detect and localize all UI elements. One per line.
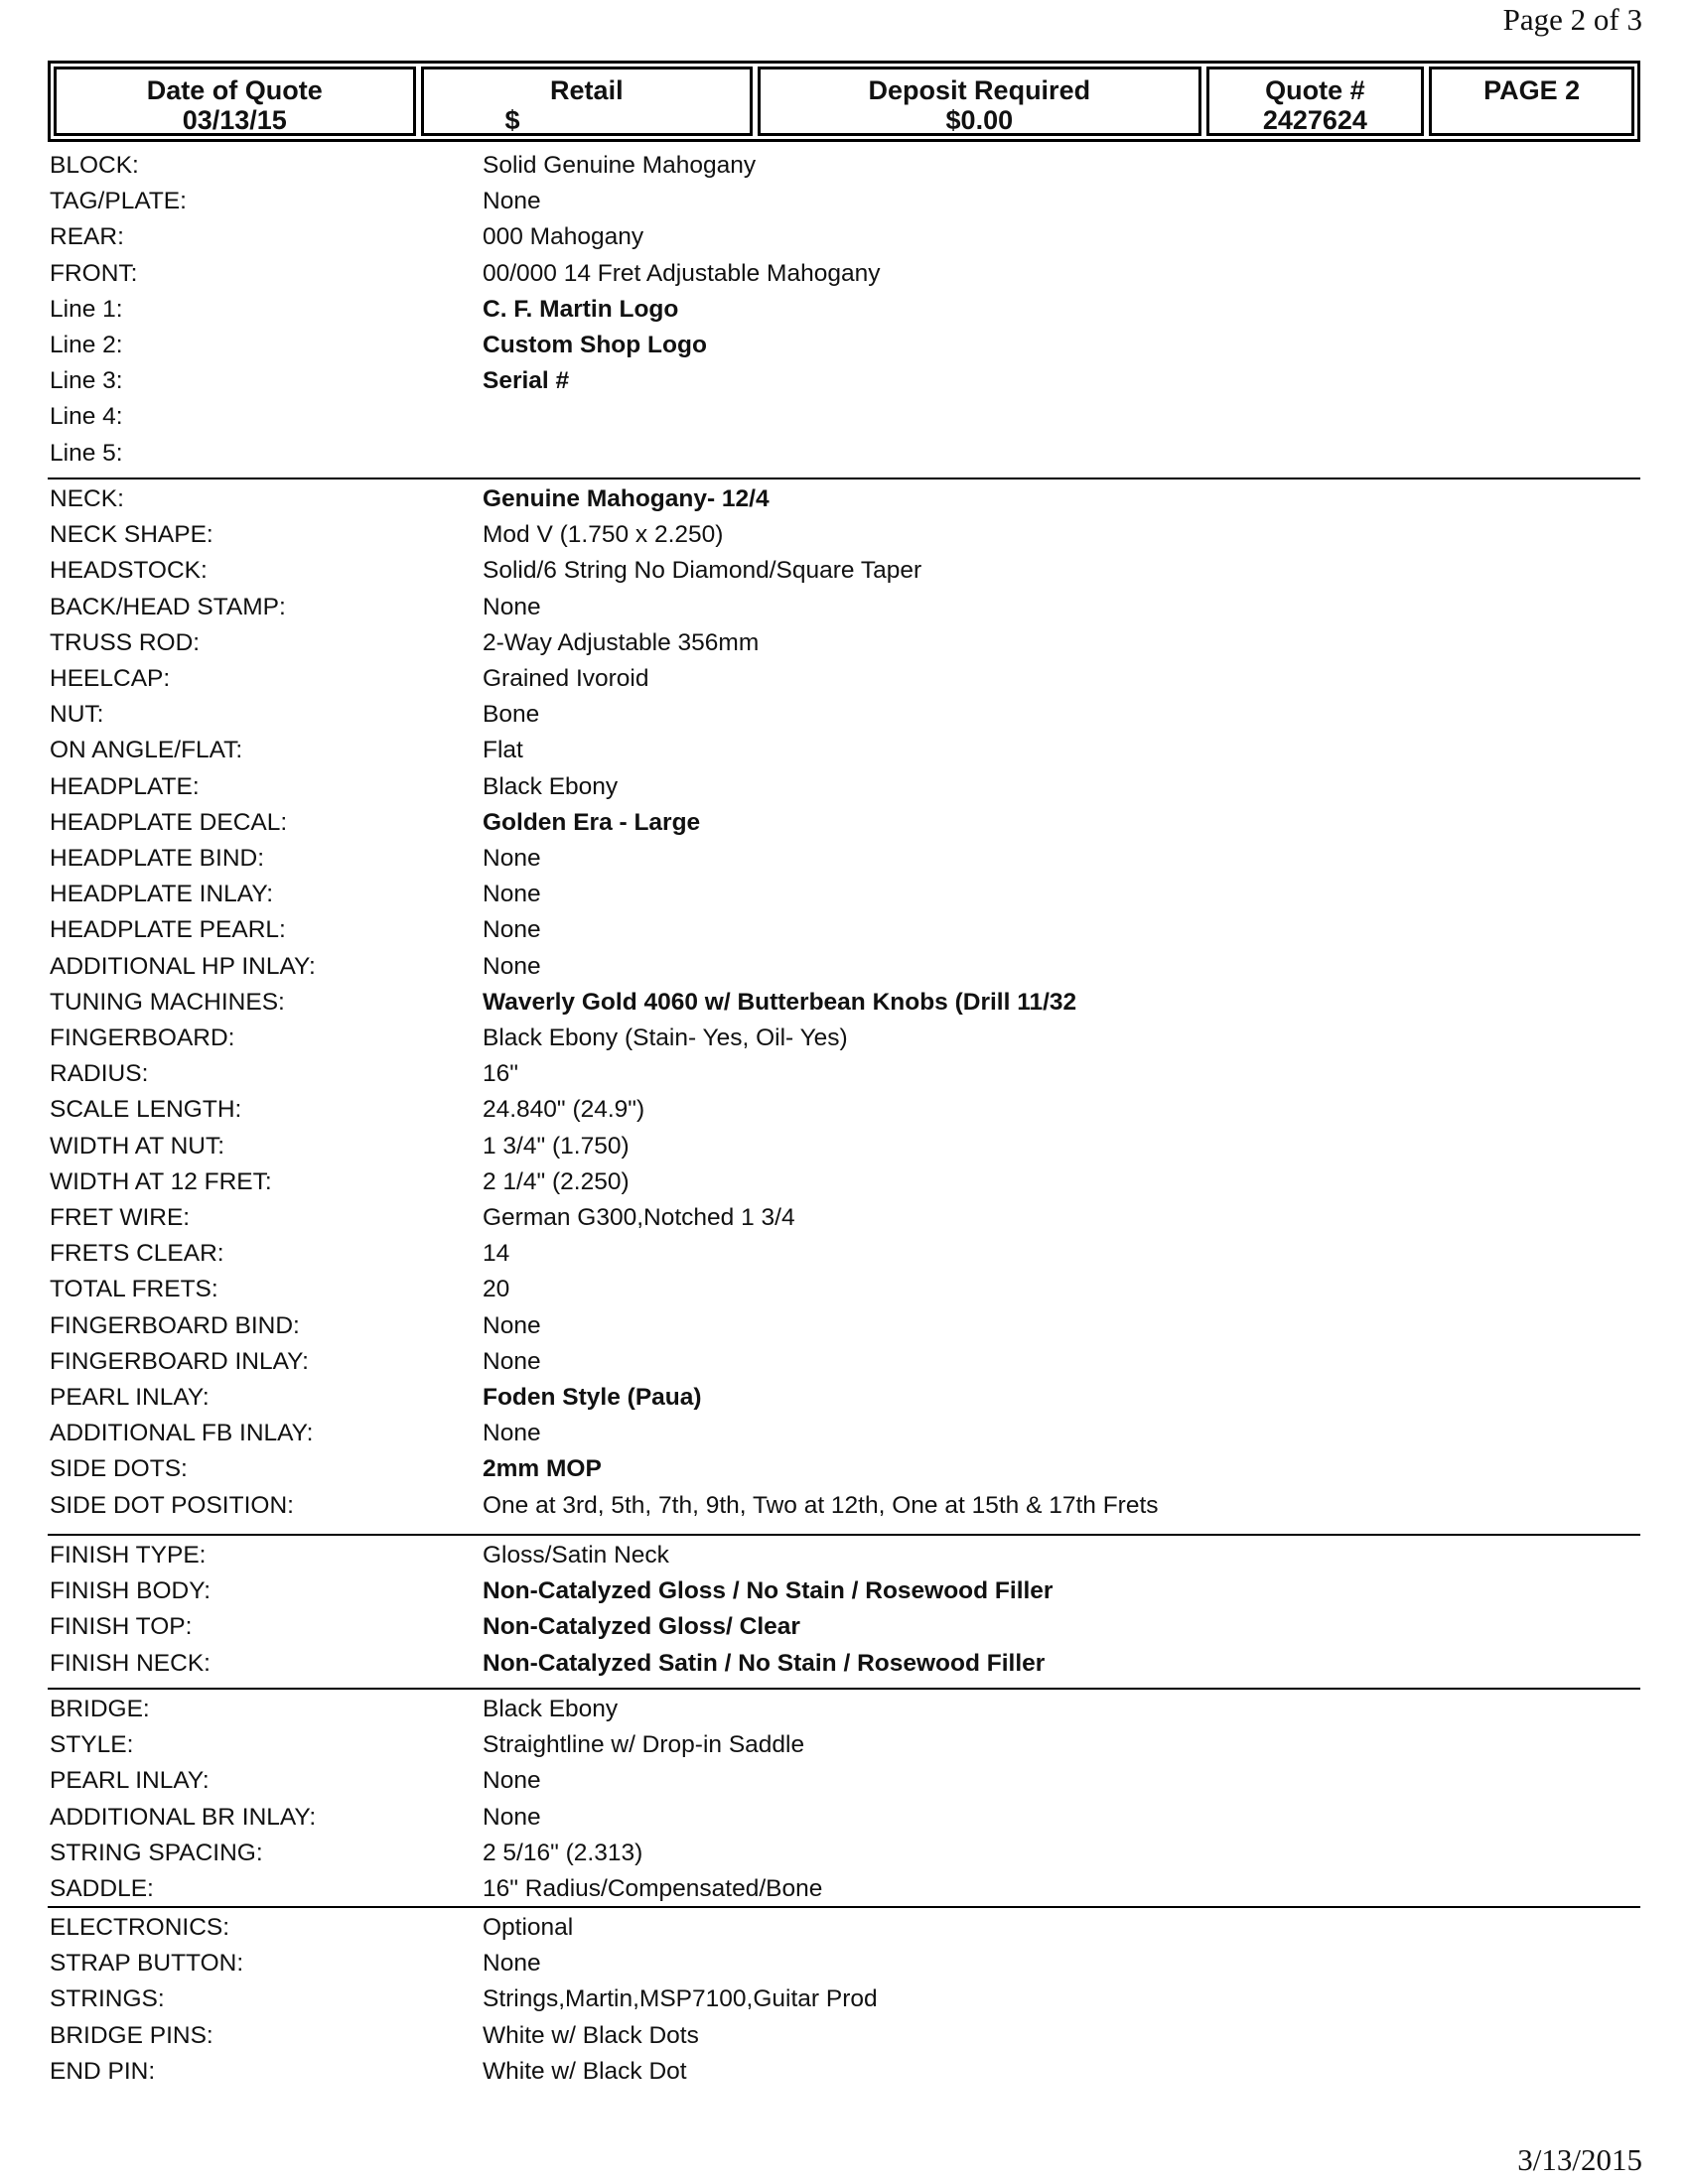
spec-value: None bbox=[483, 881, 541, 908]
page-indicator: Page 2 of 3 bbox=[1502, 2, 1642, 37]
spec-label: FINGERBOARD INLAY: bbox=[50, 1347, 309, 1375]
spec-value: Black Ebony bbox=[483, 772, 619, 800]
spec-value: Foden Style (Paua) bbox=[483, 1384, 702, 1411]
spec-value: 24.840" (24.9") bbox=[483, 1096, 645, 1124]
spec-value: Solid/6 String No Diamond/Square Taper bbox=[483, 557, 922, 585]
spec-label: STRINGS: bbox=[50, 1985, 165, 2013]
spec-value: One at 3rd, 5th, 7th, 9th, Two at 12th, One at 15th & 17th Frets bbox=[483, 1491, 1159, 1519]
section-divider bbox=[48, 478, 1640, 479]
spec-value: Solid Genuine Mahogany bbox=[483, 152, 757, 179]
spec-value: Genuine Mahogany- 12/4 bbox=[483, 485, 770, 512]
spec-value: German G300,Notched 1 3/4 bbox=[483, 1204, 795, 1231]
spec-label: STRAP BUTTON: bbox=[50, 1950, 244, 1978]
spec-label: BRIDGE: bbox=[50, 1696, 150, 1722]
spec-value: 14 bbox=[483, 1240, 510, 1268]
page-label-cell bbox=[1429, 67, 1634, 136]
spec-label: HEADPLATE: bbox=[50, 772, 200, 800]
spec-label: HEADPLATE DECAL: bbox=[50, 808, 288, 836]
spec-value: Flat bbox=[483, 737, 523, 764]
spec-value: None bbox=[483, 916, 541, 944]
section-divider bbox=[48, 1906, 1640, 1908]
quote-number-cell bbox=[1206, 67, 1425, 136]
spec-label: FRONT: bbox=[50, 259, 138, 287]
spec-label: ADDITIONAL BR INLAY: bbox=[50, 1803, 317, 1831]
spec-label: Line 5: bbox=[50, 439, 123, 467]
spec-value: None bbox=[483, 845, 541, 872]
spec-label: HEADPLATE INLAY: bbox=[50, 881, 274, 908]
spec-value: Optional bbox=[483, 1914, 574, 1941]
spec-value: Golden Era - Large bbox=[483, 808, 701, 836]
spec-label: ON ANGLE/FLAT: bbox=[50, 737, 243, 764]
quote-header-table bbox=[48, 61, 1640, 142]
spec-label: HEELCAP: bbox=[50, 665, 171, 692]
spec-label: HEADPLATE BIND: bbox=[50, 845, 265, 872]
spec-value: White w/ Black Dot bbox=[483, 2057, 687, 2085]
spec-label: Line 3: bbox=[50, 367, 123, 395]
spec-label: FINGERBOARD BIND: bbox=[50, 1311, 300, 1339]
spec-value: 20 bbox=[483, 1276, 510, 1303]
spec-label: NUT: bbox=[50, 701, 104, 729]
quote-number-label: Quote # bbox=[1265, 75, 1365, 105]
spec-value: 16" bbox=[483, 1060, 518, 1088]
deposit-required-label: Deposit Required bbox=[868, 75, 1091, 105]
spec-label: SIDE DOTS: bbox=[50, 1455, 188, 1483]
spec-label: NECK: bbox=[50, 485, 124, 512]
retail-label: Retail bbox=[550, 75, 624, 105]
spec-label: BACK/HEAD STAMP: bbox=[50, 593, 286, 620]
spec-value: Black Ebony (Stain- Yes, Oil- Yes) bbox=[483, 1024, 848, 1051]
spec-label: TRUSS ROD: bbox=[50, 628, 201, 656]
spec-label: Line 1: bbox=[50, 295, 123, 323]
spec-label: PEARL INLAY: bbox=[50, 1384, 210, 1411]
spec-label: NECK SHAPE: bbox=[50, 521, 213, 549]
spec-label: HEADPLATE PEARL: bbox=[50, 916, 286, 944]
date-of-quote-value: 03/13/15 bbox=[182, 105, 287, 135]
spec-value: Straightline w/ Drop-in Saddle bbox=[483, 1731, 805, 1759]
spec-label: REAR: bbox=[50, 223, 124, 251]
spec-value: None bbox=[483, 1420, 541, 1447]
spec-value: None bbox=[483, 952, 541, 980]
date-of-quote-cell bbox=[54, 67, 416, 136]
spec-value: None bbox=[483, 188, 541, 215]
spec-label: Line 2: bbox=[50, 332, 123, 358]
spec-value: None bbox=[483, 1767, 541, 1795]
spec-label: FINISH NECK: bbox=[50, 1649, 211, 1677]
spec-value: Custom Shop Logo bbox=[483, 332, 707, 358]
spec-label: FINISH TOP: bbox=[50, 1613, 193, 1641]
spec-label: FRETS CLEAR: bbox=[50, 1240, 224, 1268]
section-divider bbox=[48, 1688, 1640, 1690]
spec-label: TAG/PLATE: bbox=[50, 188, 187, 215]
spec-value: 1 3/4" (1.750) bbox=[483, 1132, 630, 1160]
spec-value: 2mm MOP bbox=[483, 1455, 602, 1483]
spec-label: TOTAL FRETS: bbox=[50, 1276, 218, 1303]
spec-value: None bbox=[483, 1347, 541, 1375]
spec-value: 000 Mahogany bbox=[483, 223, 644, 251]
spec-value: None bbox=[483, 1950, 541, 1978]
spec-value: 2 1/4" (2.250) bbox=[483, 1167, 630, 1195]
spec-label: SCALE LENGTH: bbox=[50, 1096, 242, 1124]
spec-label: BLOCK: bbox=[50, 152, 139, 179]
spec-value: Serial # bbox=[483, 367, 570, 395]
spec-value: None bbox=[483, 593, 541, 620]
spec-label: END PIN: bbox=[50, 2057, 156, 2085]
page-label: PAGE 2 bbox=[1483, 75, 1581, 105]
spec-value: Bone bbox=[483, 701, 540, 729]
spec-label: BRIDGE PINS: bbox=[50, 2021, 213, 2049]
spec-label: RADIUS: bbox=[50, 1060, 149, 1088]
spec-value: Grained Ivoroid bbox=[483, 665, 649, 692]
spec-label: FINGERBOARD: bbox=[50, 1024, 235, 1051]
spec-label: ELECTRONICS: bbox=[50, 1914, 230, 1941]
section-divider bbox=[48, 1534, 1640, 1536]
spec-value: Non-Catalyzed Gloss / No Stain / Rosewood Filler bbox=[483, 1577, 1054, 1605]
spec-label: STYLE: bbox=[50, 1731, 134, 1759]
spec-label: FINISH TYPE: bbox=[50, 1542, 207, 1569]
spec-label: ADDITIONAL HP INLAY: bbox=[50, 952, 316, 980]
retail-value: $ bbox=[504, 105, 520, 135]
deposit-required-value: $0.00 bbox=[945, 105, 1014, 135]
spec-value: Strings,Martin,MSP7100,Guitar Prod bbox=[483, 1985, 878, 2013]
deposit-required-cell bbox=[758, 67, 1200, 136]
spec-label: TUNING MACHINES: bbox=[50, 988, 285, 1016]
spec-label: HEADSTOCK: bbox=[50, 557, 208, 585]
spec-value: 00/000 14 Fret Adjustable Mahogany bbox=[483, 259, 881, 287]
footer-date: 3/13/2015 bbox=[1517, 2142, 1642, 2177]
spec-label: WIDTH AT 12 FRET: bbox=[50, 1167, 272, 1195]
spec-label: ADDITIONAL FB INLAY: bbox=[50, 1420, 314, 1447]
spec-label: STRING SPACING: bbox=[50, 1839, 263, 1866]
spec-value: None bbox=[483, 1311, 541, 1339]
spec-value: Gloss/Satin Neck bbox=[483, 1542, 669, 1569]
spec-label: SIDE DOT POSITION: bbox=[50, 1491, 294, 1519]
quote-number-value: 2427624 bbox=[1262, 105, 1367, 135]
spec-label: Line 4: bbox=[50, 403, 123, 431]
spec-label: FINISH BODY: bbox=[50, 1577, 211, 1605]
spec-value: 2-Way Adjustable 356mm bbox=[483, 628, 760, 656]
spec-value: Mod V (1.750 x 2.250) bbox=[483, 521, 724, 549]
spec-value: Non-Catalyzed Gloss/ Clear bbox=[483, 1613, 800, 1641]
spec-value: 16" Radius/Compensated/Bone bbox=[483, 1875, 823, 1902]
spec-value: Black Ebony bbox=[483, 1696, 619, 1722]
retail-cell bbox=[421, 67, 754, 136]
spec-value: Non-Catalyzed Satin / No Stain / Rosewood Filler bbox=[483, 1649, 1046, 1677]
date-of-quote-label: Date of Quote bbox=[146, 75, 323, 105]
spec-label: SADDLE: bbox=[50, 1875, 154, 1902]
spec-label: WIDTH AT NUT: bbox=[50, 1132, 225, 1160]
spec-value: C. F. Martin Logo bbox=[483, 295, 679, 323]
spec-value: None bbox=[483, 1803, 541, 1831]
spec-label: PEARL INLAY: bbox=[50, 1767, 210, 1795]
spec-value: 2 5/16" (2.313) bbox=[483, 1839, 643, 1866]
spec-value: Waverly Gold 4060 w/ Butterbean Knobs (Drill 11/32 bbox=[483, 988, 1077, 1016]
spec-value: White w/ Black Dots bbox=[483, 2021, 699, 2049]
spec-label: FRET WIRE: bbox=[50, 1204, 191, 1231]
